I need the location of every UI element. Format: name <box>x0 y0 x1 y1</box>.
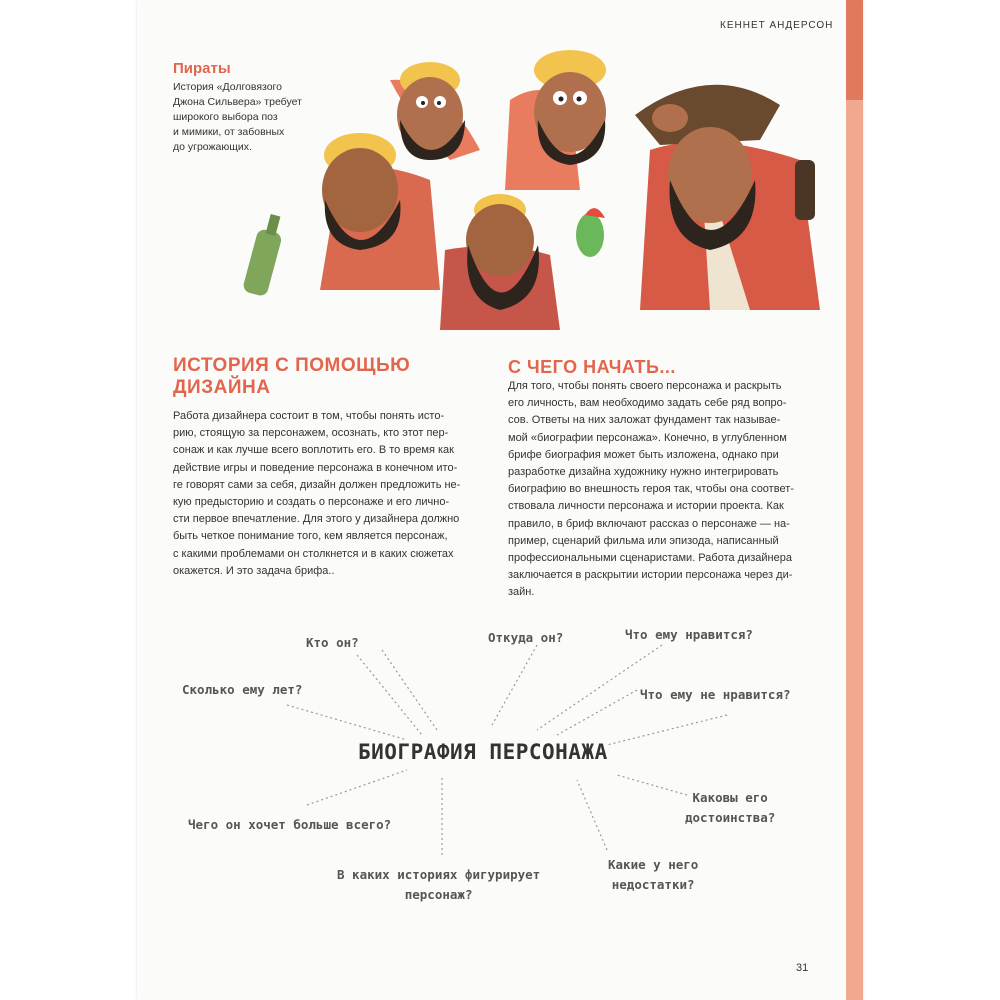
question-line: Каковы его <box>692 790 768 805</box>
caption-line: широкого выбора поз <box>173 111 278 123</box>
text-line: правило, в бриф включают рассказ о персонаже — на- <box>508 517 790 530</box>
text-line: пример, сценарий фильма или эпизода, написанный <box>508 534 779 547</box>
text-line: быть четкое понимание того, кем является персонаж, <box>173 530 448 543</box>
caption-line: Джона Сильвера» требует <box>173 96 302 108</box>
connector-line <box>307 770 407 805</box>
text-line: сти первое впечатление. Для этого у дизайнера должно <box>173 513 460 526</box>
pirate-sketch-2 <box>505 50 606 190</box>
question-line: недостатки? <box>611 877 695 892</box>
section-heading-design-story <box>173 355 463 399</box>
page-edge-tab <box>846 0 863 100</box>
text-line: сонаж и как лучше всего воплотить его. В то время как <box>173 444 454 457</box>
connector-line <box>577 780 607 850</box>
page-number: 31 <box>796 962 809 974</box>
section-heading-where-to-start: С ЧЕГО НАЧАТЬ... <box>508 357 676 377</box>
central-topic-character-biography: БИОГРАФИЯ ПЕРСОНАЖА <box>358 740 608 764</box>
text-line: биографию во внешность героя так, чтобы она соответ- <box>508 483 794 496</box>
connector-line <box>492 645 537 725</box>
question-stories <box>337 865 540 905</box>
body-text-right <box>508 378 808 602</box>
text-line: кую предысторию и создать о персонаже и его лично- <box>173 496 450 509</box>
text-line: Работа дизайнера состоит в том, чтобы понять исто- <box>173 410 445 422</box>
text-line: мой «биографии персонажа». Конечно, в углубленном <box>508 431 787 444</box>
question-likes: Что ему нравится? <box>625 627 753 642</box>
running-head-author: КЕННЕТ АНДЕРСОН <box>720 20 834 31</box>
connector-line <box>557 690 637 735</box>
text-line: ге говорят сами за себя, дизайн должен предложить не- <box>173 478 461 491</box>
question-who: Кто он? <box>306 635 359 650</box>
text-line: действие игры и поведение персонажа в конечном ито- <box>173 461 458 474</box>
text-line: заключается в раскрытии истории персонажа через ди- <box>508 569 793 582</box>
text-line: рию, стоящую за персонажем, осознать, кто этот пер- <box>173 427 449 440</box>
question-line: достоинства? <box>685 810 776 825</box>
body-text-left <box>173 408 473 580</box>
connector-line <box>357 655 422 735</box>
question-line: В каких историях фигурирует <box>337 867 541 882</box>
question-dislikes: Что ему не нравится? <box>640 687 791 702</box>
caption-line: История «Долговязого <box>173 81 282 93</box>
question-line: персонаж? <box>404 887 473 902</box>
question-virtues <box>685 788 775 828</box>
text-line: окажется. И это задача брифа.. <box>173 564 335 577</box>
question-flaws <box>608 855 698 895</box>
text-line: разработке дизайна художнику нужно интегрировать <box>508 466 779 479</box>
caption-line: и мимики, от забовных <box>173 126 285 138</box>
caption-line: до угрожающих. <box>173 141 252 153</box>
text-line: с какими проблемами он столкнется и в каких сюжетах <box>173 547 454 560</box>
question-age: Сколько ему лет? <box>182 682 303 697</box>
connector-line <box>382 650 437 730</box>
question-line: Какие у него <box>608 857 699 872</box>
text-line: ствовала личности персонажа и истории проекта. Как <box>508 500 784 513</box>
heading-line: ДИЗАЙНА <box>173 377 271 398</box>
sidebar-title: Пираты <box>173 60 231 77</box>
text-line: профессиональными сценаристами. Работа дизайнера <box>508 552 792 565</box>
connector-line <box>607 715 727 745</box>
pirate-sketch-3 <box>242 133 440 297</box>
pirate-sketch-5 <box>635 85 820 310</box>
connector-line <box>287 705 407 740</box>
text-line: зайн. <box>508 586 535 599</box>
connector-line <box>617 775 687 795</box>
question-from-where: Откуда он? <box>488 630 564 645</box>
pirate-sketch-4 <box>440 194 605 330</box>
heading-line: ИСТОРИЯ С ПОМОЩЬЮ <box>173 355 411 376</box>
text-line: сов. Ответы на них заложат фундамент так называе- <box>508 414 781 427</box>
pirate-sketch-1 <box>390 62 480 160</box>
pirate-illustrations <box>240 40 820 330</box>
text-line: брифе биография может быть изложена, однако при <box>508 448 779 461</box>
question-wants: Чего он хочет больше всего? <box>188 817 392 832</box>
text-line: Для того, чтобы понять своего персонажа и раскрыть <box>508 380 782 392</box>
text-line: его личность, вам необходимо задать себе ряд вопро- <box>508 397 787 410</box>
